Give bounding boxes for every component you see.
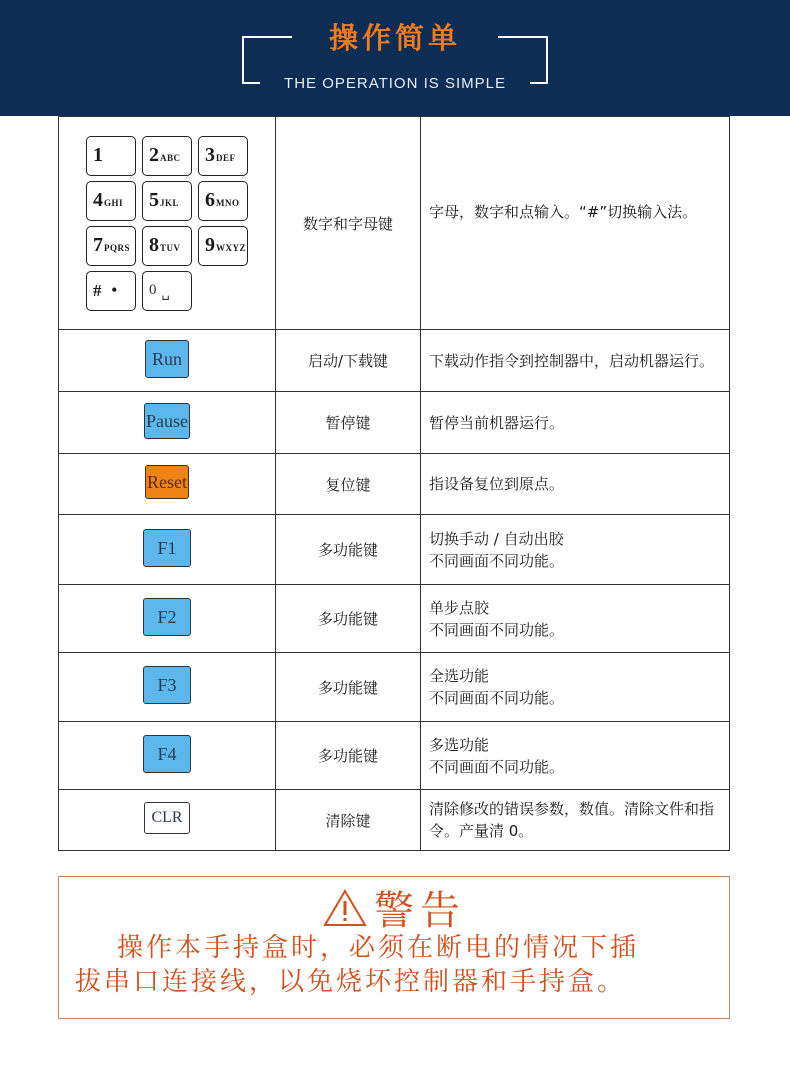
f3-key-button[interactable]: F3 — [143, 666, 191, 704]
key-letters: PQRS — [104, 243, 131, 253]
reset-key-button[interactable]: Reset — [145, 465, 189, 499]
key-description — [421, 722, 730, 790]
key-digit: 4 — [93, 189, 103, 211]
frame-right-vertical — [546, 36, 548, 84]
page-title: 操作简单 — [328, 21, 461, 55]
keypad-key-3[interactable] — [198, 136, 248, 176]
table-row — [59, 790, 730, 851]
table-row — [59, 454, 730, 515]
warning-line: 操作本手持盒时，必须在断电的情况下插 — [117, 933, 640, 963]
table-row — [59, 330, 730, 392]
table-row — [59, 585, 730, 653]
frame-top-right — [498, 36, 548, 38]
description-line: 不同画面不同功能。 — [429, 551, 565, 570]
key-cell — [59, 790, 276, 851]
key-name: 多功能键 — [276, 585, 421, 653]
keypad-key-hash[interactable] — [86, 271, 136, 311]
keypad-key-5[interactable] — [142, 181, 192, 221]
key-cell — [59, 454, 276, 515]
key-digit: 0 — [149, 282, 157, 298]
description-line: 不同画面不同功能。 — [429, 689, 565, 707]
header-banner — [0, 0, 790, 116]
keypad-key-7[interactable] — [86, 226, 136, 266]
key-digit: 1 — [93, 144, 103, 166]
key-letters: WXYZ — [216, 243, 247, 253]
description-line: 指设备复位到原点。 — [429, 475, 565, 493]
description-line: 不同画面不同功能。 — [429, 620, 565, 639]
description-line: 全选功能 — [429, 667, 490, 685]
key-digit: 8 — [149, 234, 159, 256]
description-line: 下载动作指令到控制器中，启动机器运行。 — [429, 351, 715, 370]
key-digit: 6 — [205, 189, 215, 211]
key-letters: MNO — [216, 198, 240, 208]
key-name: 多功能键 — [276, 722, 421, 790]
description-line: 清除修改的错误参数，数值。清除文件和指令。产量清 0。 — [429, 800, 715, 840]
table-row — [59, 117, 730, 330]
warning-line: 拔串口连接线，以免烧坏控制器和手持盒。 — [75, 967, 627, 997]
key-cell — [59, 330, 276, 392]
keypad-key-0[interactable] — [142, 271, 192, 311]
key-name: 多功能键 — [276, 653, 421, 722]
f1-key-button[interactable]: F1 — [143, 529, 191, 567]
key-description — [421, 790, 730, 851]
key-dot: • — [111, 281, 118, 299]
key-description — [421, 515, 730, 585]
key-name: 暂停键 — [276, 392, 421, 454]
keypad-cell — [59, 117, 276, 330]
key-digit: 3 — [205, 144, 215, 166]
key-letters: ABC — [160, 153, 181, 163]
table-row — [59, 392, 730, 454]
key-digit: 9 — [205, 234, 215, 256]
warning-triangle-icon — [322, 888, 368, 928]
key-cell — [59, 585, 276, 653]
table-row — [59, 515, 730, 585]
space-icon: ␣ — [161, 284, 170, 300]
key-cell — [59, 722, 276, 790]
key-description — [421, 454, 730, 515]
f2-key-button[interactable]: F2 — [143, 598, 191, 636]
keypad-key-4[interactable] — [86, 181, 136, 221]
keypad-key-2[interactable] — [142, 136, 192, 176]
key-cell — [59, 392, 276, 454]
table-row — [59, 653, 730, 722]
key-name: 多功能键 — [276, 515, 421, 585]
key-function-table — [58, 116, 730, 851]
keypad-key-9[interactable] — [198, 226, 248, 266]
key-digit: 2 — [149, 144, 159, 166]
key-letters: TUV — [160, 243, 181, 253]
f4-key-button[interactable]: F4 — [143, 735, 191, 773]
table-row — [59, 722, 730, 790]
key-name: 数字和字母键 — [276, 117, 421, 330]
warning-box — [58, 876, 730, 1019]
pause-key-button[interactable]: Pause — [144, 403, 190, 439]
warning-heading — [59, 879, 729, 936]
description-line: 切换手动 / 自动出胶 — [429, 529, 564, 548]
key-description: 字母，数字和点输入。“#”切换输入法。 — [421, 117, 730, 330]
warning-text — [75, 931, 725, 999]
key-name: 启动/下载键 — [276, 330, 421, 392]
numeric-keypad — [86, 136, 248, 311]
key-digit: 7 — [93, 234, 103, 256]
frame-bottom-left — [242, 82, 260, 84]
key-cell — [59, 653, 276, 722]
description-line: 单步点胶 — [429, 598, 490, 617]
keypad-key-1[interactable] — [86, 136, 136, 176]
key-digit: 5 — [149, 189, 159, 211]
key-letters: GHI — [104, 198, 124, 208]
clr-key-button[interactable]: CLR — [144, 802, 190, 834]
description-line: 不同画面不同功能。 — [429, 757, 565, 776]
key-description — [421, 585, 730, 653]
description-line: 多选功能 — [429, 735, 490, 754]
key-cell — [59, 515, 276, 585]
key-description — [421, 653, 730, 722]
frame-bottom-right — [530, 82, 548, 84]
page-subtitle: THE OPERATION IS SIMPLE — [284, 75, 506, 92]
description-line: 暂停当前机器运行。 — [429, 413, 565, 432]
warning-title: 警告 — [374, 888, 466, 934]
key-description — [421, 330, 730, 392]
frame-left-vertical — [242, 36, 244, 84]
key-letters: DEF — [216, 153, 236, 163]
keypad-key-6[interactable] — [198, 181, 248, 221]
key-name: 清除键 — [276, 790, 421, 851]
key-description — [421, 392, 730, 454]
keypad-key-8[interactable] — [142, 226, 192, 266]
frame-top-left — [242, 36, 292, 38]
key-name: 复位键 — [276, 454, 421, 515]
key-letters: JKL — [160, 198, 180, 208]
run-key-button[interactable]: Run — [145, 340, 189, 378]
key-symbol: # — [93, 280, 102, 300]
